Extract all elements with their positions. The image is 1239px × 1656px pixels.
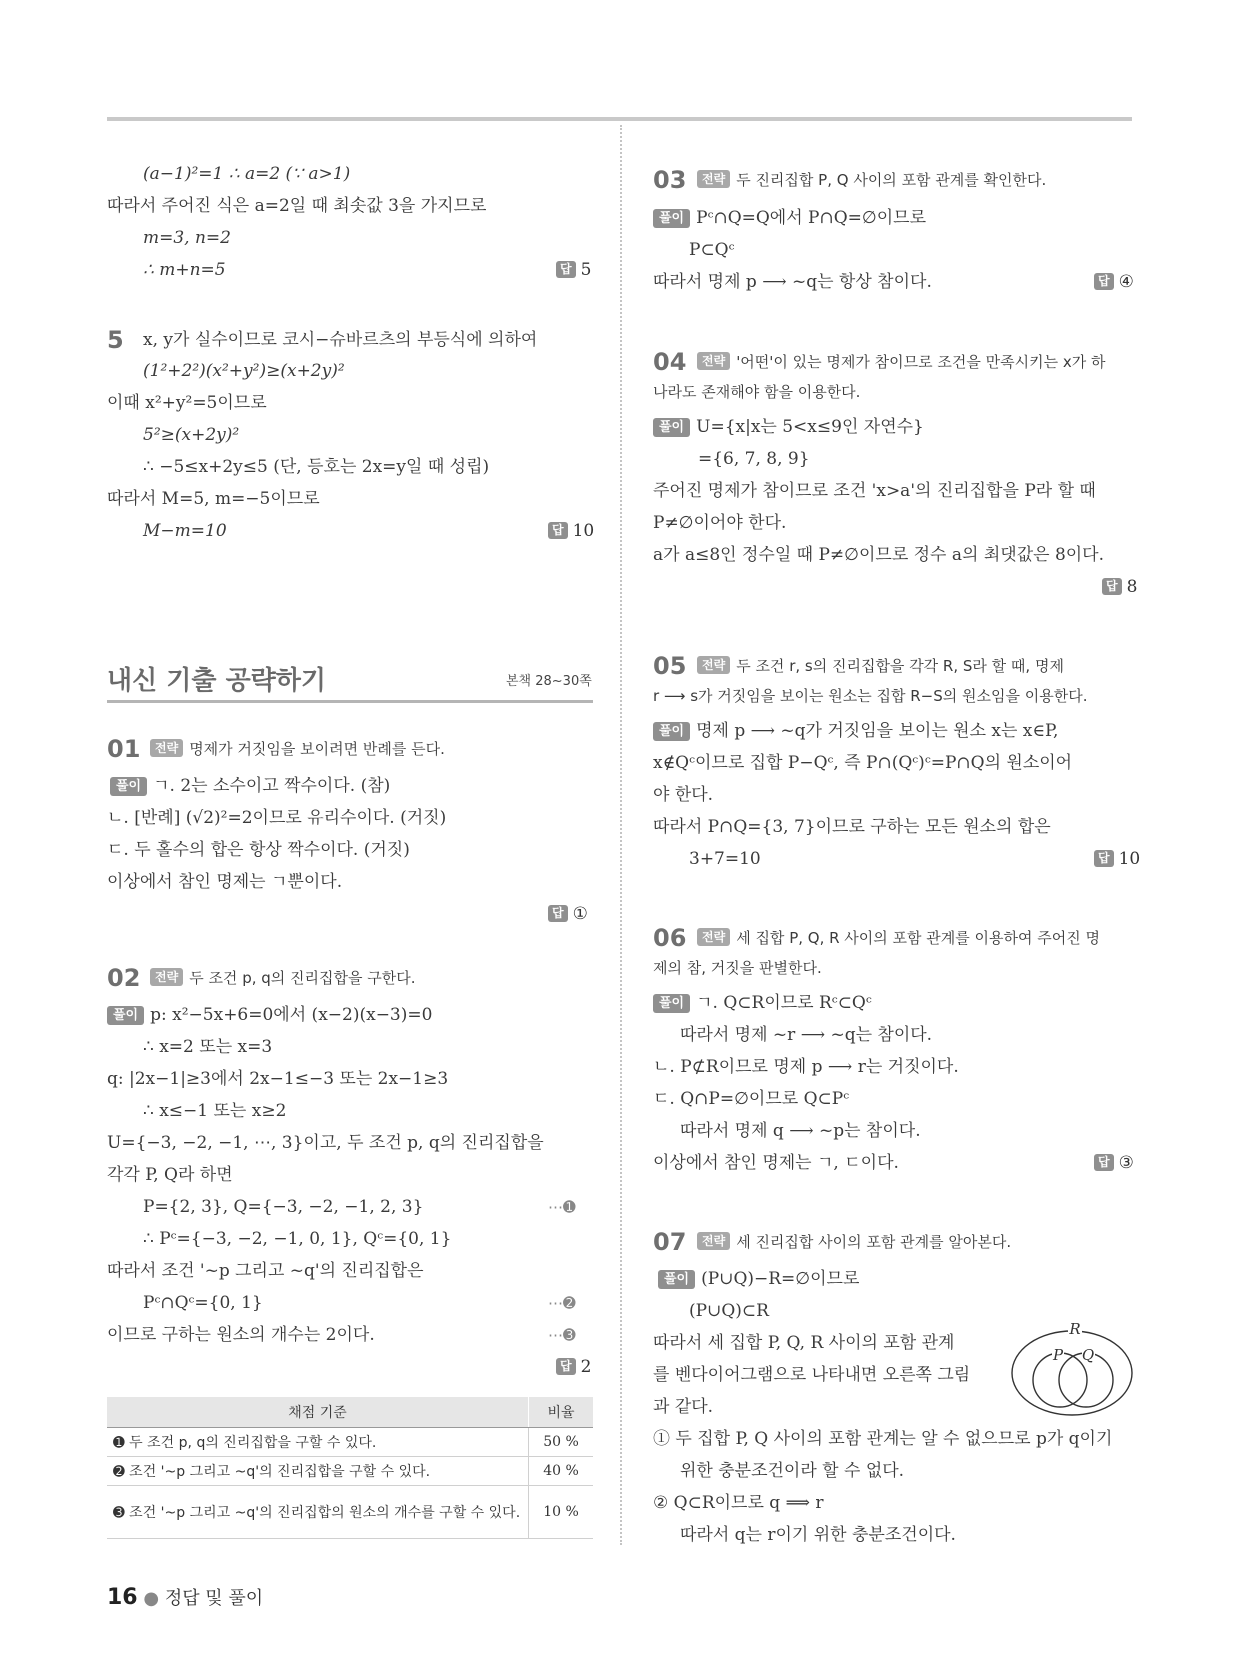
grading-table (107, 1397, 593, 1539)
p5-line-2: (1²+2²)(x²+y²)≥(x+2y)² (143, 361, 345, 381)
q06-strategy-2: 제의 참, 거짓을 판별한다. (653, 959, 822, 977)
q02-line-8: ∴ Pᶜ={−3, −2, −1, 0, 1}, Qᶜ={0, 1} (143, 1229, 452, 1249)
cont-line-1: (a−1)²=1 ∴ a=2 (∵ a>1) (143, 164, 351, 184)
q03-line-2: P⊂Qᶜ (689, 240, 735, 260)
q05-line-3: 야 한다. (653, 785, 714, 805)
grading-criterion: ➌ 조건 '~p 그리고 ~q'의 진리집합의 원소의 개수를 구할 수 있다. (107, 1486, 529, 1539)
q02-line-3: q: |2x−1|≥3에서 2x−1≤−3 또는 2x−1≥3 (107, 1069, 449, 1089)
q02-line-5: U={−3, −2, −1, ⋯, 3}이고, 두 조건 p, q의 진리집합을 (107, 1133, 544, 1153)
q02-mark-1: ⋯➊ (548, 1198, 576, 1216)
q07-line-8: ② Q⊂R이므로 q ⟹ r (653, 1493, 824, 1513)
venn-label-r: R (1069, 1320, 1081, 1338)
q02-line-10: Pᶜ∩Qᶜ={0, 1} (143, 1293, 263, 1313)
q07-line-3: 따라서 세 집합 P, Q, R 사이의 포함 관계 (653, 1333, 955, 1353)
table-row (107, 1428, 593, 1457)
q07-line-4: 를 벤다이어그램으로 나타내면 오른쪽 그림 (653, 1365, 971, 1385)
q04-line-3: 주어진 명제가 참이므로 조건 'x>a'의 진리집합을 P라 할 때 (653, 481, 1096, 501)
q05-line-1: 풀이 명제 p ⟶ ~q가 거짓임을 보이는 원소 x는 x∈P, (653, 720, 1058, 742)
q04-number: 04 (653, 348, 687, 376)
q03-answer: 답 ④ (1094, 271, 1134, 293)
q03-number: 03 (653, 166, 687, 194)
q07-line-5: 과 같다. (653, 1397, 714, 1417)
section-title: 내신 기출 공략하기 (107, 666, 327, 696)
q06-line-3: ㄴ. P⊄R이므로 명제 p ⟶ r는 거짓이다. (653, 1057, 959, 1077)
q06-line-5: 따라서 명제 q ⟶ ~p는 참이다. (680, 1121, 921, 1141)
grading-criterion: ➋ 조건 '~p 그리고 ~q'의 진리집합을 구할 수 있다. (107, 1457, 529, 1486)
q07-line-2: (P∪Q)⊂R (689, 1301, 769, 1321)
venn-label-q: Q (1081, 1346, 1095, 1364)
q03-line-3: 따라서 명제 p ⟶ ~q는 항상 참이다. (653, 272, 932, 292)
q07-line-1: 풀이 (P∪Q)−R=∅이므로 (658, 1268, 859, 1290)
q06-line-2: 따라서 명제 ~r ⟶ ~q는 참이다. (680, 1025, 933, 1045)
cont-line-3: m=3, n=2 (143, 228, 231, 248)
q05-answer: 답 10 (1094, 848, 1140, 870)
q06-number: 06 (653, 924, 687, 952)
q01-answer: 답 ① (548, 903, 588, 925)
q06-answer: 답 ③ (1094, 1152, 1134, 1174)
p5-answer: 답 10 (548, 520, 594, 542)
page-number: 16 (107, 1585, 138, 1610)
q01-line-2: ㄴ. [반례] (√2)²=2이므로 유리수이다. (거짓) (107, 808, 447, 828)
q02-number: 02 (107, 964, 141, 992)
column-divider (620, 125, 622, 1545)
q02-strategy: 전략 두 조건 p, q의 진리집합을 구한다. (150, 967, 416, 989)
q07-line-6: ① 두 집합 P, Q 사이의 포함 관계는 알 수 없으므로 p가 q이기 (653, 1429, 1113, 1449)
page-footer (107, 1584, 263, 1610)
q01-line-4: 이상에서 참인 명제는 ㄱ뿐이다. (107, 872, 343, 892)
q03-strategy: 전략 두 진리집합 P, Q 사이의 포함 관계를 확인한다. (697, 169, 1046, 191)
q01-strategy: 전략 명제가 거짓임을 보이려면 반례를 든다. (150, 738, 445, 760)
venn-diagram (1010, 1318, 1140, 1418)
grading-ratio: 50 % (529, 1428, 594, 1457)
q05-line-5: 3+7=10 (689, 849, 761, 869)
q07-line-9: 따라서 q는 r이기 위한 충분조건이다. (680, 1525, 956, 1545)
table-row (107, 1457, 593, 1486)
venn-label-p: P (1052, 1346, 1064, 1364)
p5-line-7: M−m=10 (143, 521, 227, 541)
grading-ratio: 10 % (529, 1486, 594, 1539)
q02-mark-2: ⋯➋ (548, 1294, 576, 1312)
p5-line-4: 5²≥(x+2y)² (143, 425, 240, 445)
q04-line-5: a가 a≤8인 정수일 때 P≠∅이므로 정수 a의 최댓값은 8이다. (653, 545, 1105, 565)
q06-line-1: 풀이 ㄱ. Q⊂R이므로 Rᶜ⊂Qᶜ (653, 992, 872, 1014)
q05-strategy-1: 전략 두 조건 r, s의 진리집합을 각각 R, S라 할 때, 명제 (697, 655, 1064, 677)
q04-strategy-1: 전략 '어떤'이 있는 명제가 참이므로 조건을 만족시키는 x가 하 (697, 351, 1105, 373)
q01-line-1: 풀이 ㄱ. 2는 소수이고 짝수이다. (참) (110, 775, 390, 797)
q02-line-2: ∴ x=2 또는 x=3 (143, 1037, 273, 1057)
table-row (107, 1486, 593, 1539)
footer-label: 정답 및 풀이 (164, 1588, 264, 1609)
problem-5-number: 5 (107, 326, 124, 354)
q05-line-2: x∉Qᶜ이므로 집합 P−Qᶜ, 즉 P∩(Qᶜ)ᶜ=P∩Q의 원소이어 (653, 753, 1073, 773)
q01-line-3: ㄷ. 두 홀수의 합은 항상 짝수이다. (거짓) (107, 840, 410, 860)
q05-strategy-2: r ⟶ s가 거짓임을 보이는 원소는 집합 R−S의 원소임을 이용한다. (653, 687, 1088, 705)
cont-line-4: ∴ m+n=5 (143, 260, 226, 280)
q04-line-2: ={6, 7, 8, 9} (698, 449, 810, 469)
q05-number: 05 (653, 652, 687, 680)
grading-header-criteria: 채점 기준 (107, 1397, 529, 1428)
q04-strategy-2: 나라도 존재해야 함을 이용한다. (653, 383, 861, 401)
grading-criterion: ➊ 두 조건 p, q의 진리집합을 구할 수 있다. (107, 1428, 529, 1457)
grading-header-ratio: 비율 (529, 1397, 594, 1428)
q06-line-4: ㄷ. Q∩P=∅이므로 Q⊂Pᶜ (653, 1089, 850, 1109)
cont-line-2: 따라서 주어진 식은 a=2일 때 최솟값 3을 가지므로 (107, 196, 487, 216)
top-rule (107, 117, 1132, 121)
p5-line-1: x, y가 실수이므로 코시−슈바르츠의 부등식에 의하여 (143, 330, 538, 350)
footer-dot-icon: ● (143, 1588, 160, 1609)
q02-answer: 답 2 (556, 1356, 591, 1378)
q02-mark-3: ⋯➌ (548, 1326, 576, 1344)
q02-line-7: P={2, 3}, Q={−3, −2, −1, 2, 3} (143, 1197, 424, 1217)
q02-line-11: 이므로 구하는 원소의 개수는 2이다. (107, 1325, 375, 1345)
q06-strategy-1: 전략 세 집합 P, Q, R 사이의 포함 관계를 이용하여 주어진 명 (697, 927, 1100, 949)
p5-line-6: 따라서 M=5, m=−5이므로 (107, 489, 320, 509)
q02-line-4: ∴ x≤−1 또는 x≥2 (143, 1101, 287, 1121)
q07-number: 07 (653, 1228, 687, 1256)
q06-line-6: 이상에서 참인 명제는 ㄱ, ㄷ이다. (653, 1153, 899, 1173)
q04-line-1: 풀이 U={x|x는 5<x≤9인 자연수} (653, 416, 924, 438)
p5-line-3: 이때 x²+y²=5이므로 (107, 393, 267, 413)
grading-ratio: 40 % (529, 1457, 594, 1486)
q01-number: 01 (107, 735, 141, 763)
q05-line-4: 따라서 P∩Q={3, 7}이므로 구하는 모든 원소의 합은 (653, 817, 1051, 837)
q07-strategy: 전략 세 진리집합 사이의 포함 관계를 알아본다. (697, 1231, 1011, 1253)
q02-line-6: 각각 P, Q라 하면 (107, 1165, 233, 1185)
q03-line-1: 풀이 Pᶜ∩Q=Q에서 P∩Q=∅이므로 (653, 207, 926, 229)
p5-line-5: ∴ −5≤x+2y≤5 (단, 등호는 2x=y일 때 성립) (143, 457, 490, 477)
q07-line-7: 위한 충분조건이라 할 수 없다. (680, 1461, 905, 1481)
q04-answer: 답 8 (1102, 576, 1137, 598)
section-rule (107, 700, 593, 703)
q02-line-9: 따라서 조건 '~p 그리고 ~q'의 진리집합은 (107, 1261, 424, 1281)
cont-answer: 답 5 (556, 259, 591, 281)
q02-line-1: 풀이 p: x²−5x+6=0에서 (x−2)(x−3)=0 (107, 1004, 432, 1026)
section-reference: 본책 28~30쪽 (506, 674, 592, 689)
q04-line-4: P≠∅이어야 한다. (653, 513, 787, 533)
